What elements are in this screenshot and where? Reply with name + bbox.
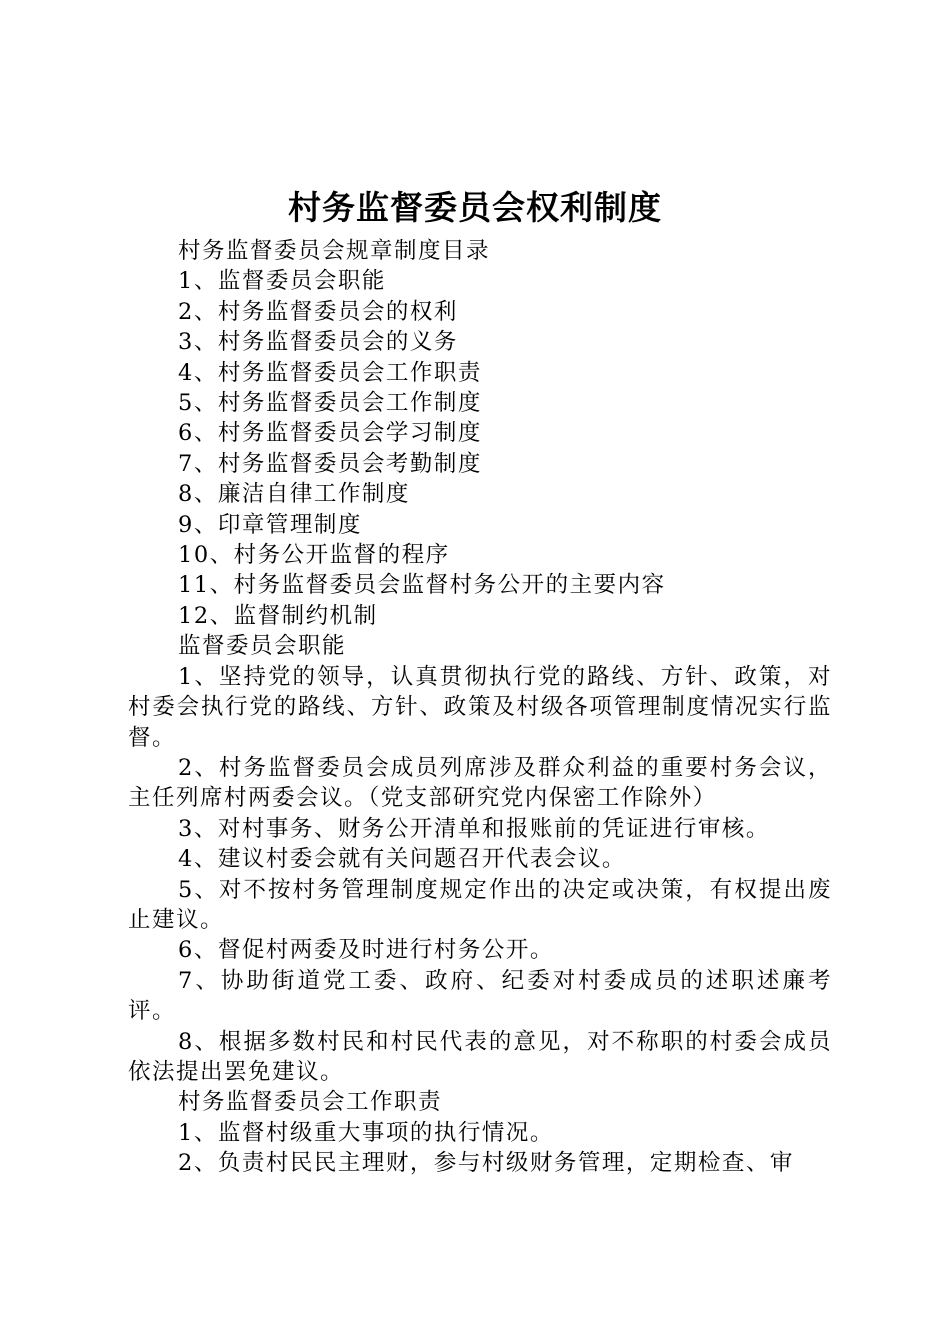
- paragraph: 1、监督村级重大事项的执行情况。: [178, 1119, 554, 1146]
- paragraph: 6、督促村两委及时进行村务公开。: [178, 937, 554, 964]
- paragraph: 3、对村事务、财务公开清单和报账前的凭证进行审核。: [178, 815, 770, 842]
- paragraph: 2、村务监督委员会的权利: [178, 298, 458, 325]
- paragraph: 7、村务监督委员会考勤制度: [178, 450, 482, 477]
- paragraph: 11、村务监督委员会监督村务公开的主要内容: [178, 572, 666, 599]
- paragraph: 村务监督委员会规章制度目录: [178, 238, 491, 264]
- paragraph: 9、印章管理制度: [178, 511, 362, 538]
- document-body: [128, 236, 832, 1179]
- paragraph: 3、村务监督委员会的义务: [178, 329, 458, 356]
- paragraph: 2、负责村民民主理财，参与村级财务管理，定期检查、审: [178, 1150, 794, 1177]
- paragraph: 4、村务监督委员会工作职责: [178, 359, 482, 386]
- paragraph: 2、村务监督委员会成员列席涉及群众利益的重要村务会议，主任列席村两委会议。（党支部研究党内保密工作除外）: [128, 754, 832, 812]
- paragraph: 6、村务监督委员会学习制度: [178, 420, 482, 447]
- paragraph: 7、协助街道党工委、政府、纪委对村委成员的述职述廉考评。: [128, 967, 832, 1025]
- paragraph: 4、建议村委会就有关问题召开代表会议。: [178, 846, 626, 873]
- paragraph: 12、监督制约机制: [178, 602, 378, 629]
- paragraph: 10、村务公开监督的程序: [178, 542, 450, 569]
- paragraph: 8、根据多数村民和村民代表的意见，对不称职的村委会成员依法提出罢免建议。: [128, 1028, 832, 1085]
- paragraph: 8、廉洁自律工作制度: [178, 481, 410, 508]
- document-title: 村务监督委员会权利制度: [288, 188, 662, 227]
- paragraph: 5、村务监督委员会工作制度: [178, 390, 482, 417]
- paragraph: 1、监督委员会职能: [178, 268, 386, 295]
- section-heading: 监督委员会职能: [178, 633, 347, 660]
- paragraph: 1、坚持党的领导，认真贯彻执行党的路线、方针、政策，对村委会执行党的路线、方针、政策及村级各项管理制度情况实行监督。: [128, 663, 832, 751]
- section-heading: 村务监督委员会工作职责: [178, 1089, 443, 1116]
- paragraph: 5、对不按村务管理制度规定作出的决定或决策，有权提出废止建议。: [128, 876, 832, 933]
